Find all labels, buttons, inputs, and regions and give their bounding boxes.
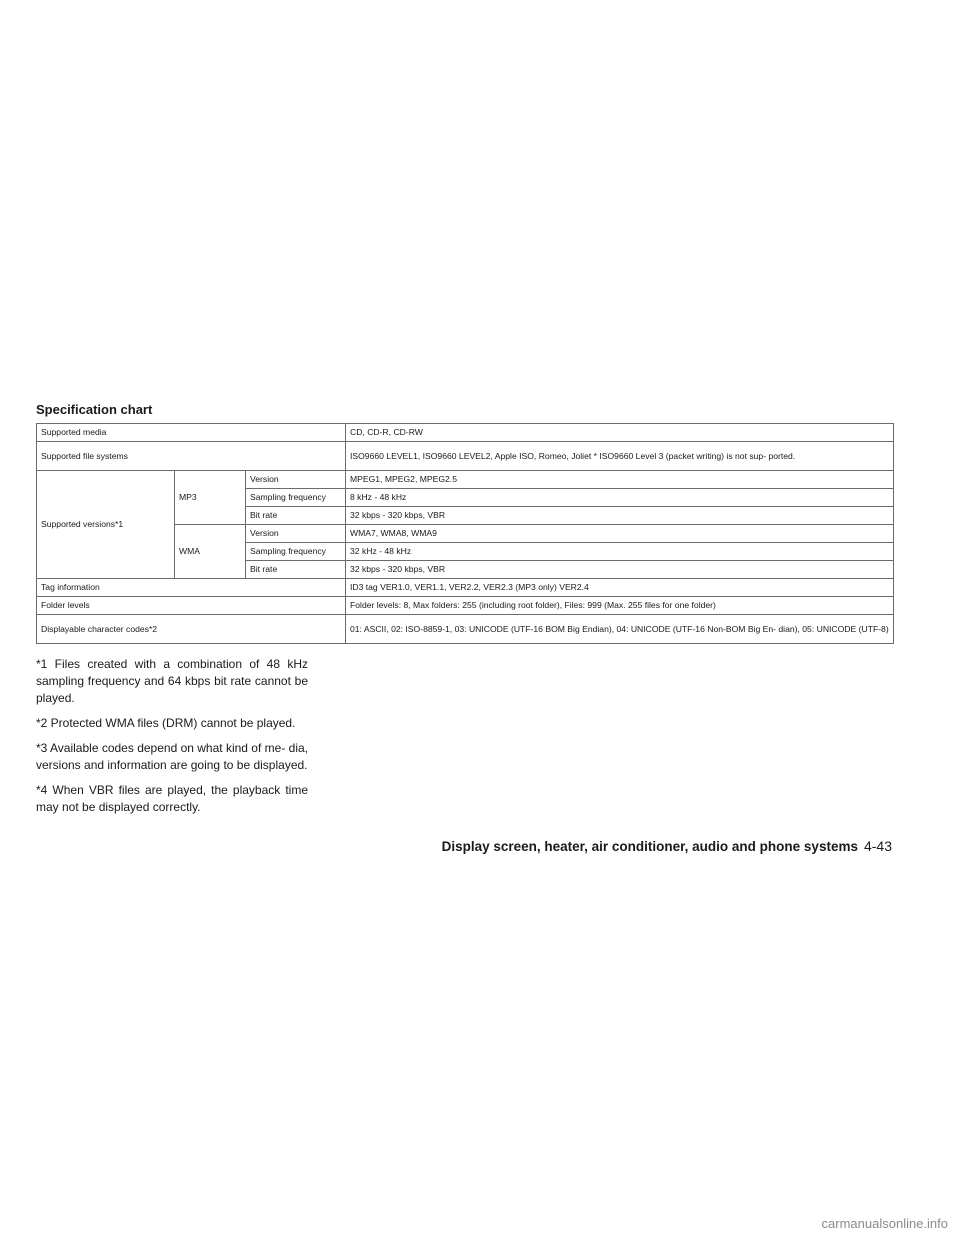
- row-value: 32 kbps - 320 kbps, VBR: [346, 561, 894, 579]
- page-number: 4-43: [863, 838, 892, 854]
- row-value: Folder levels: 8, Max folders: 255 (including root folder), Files: 999 (Max. 255 files for one folder): [346, 597, 894, 615]
- param-label: Sampling frequency: [246, 543, 346, 561]
- row-value: MPEG1, MPEG2, MPEG2.5: [346, 471, 894, 489]
- footnote: *3 Available codes depend on what kind of me- dia, versions and information are going to be displayed.: [36, 741, 308, 772]
- footnote: *4 When VBR files are played, the playback time may not be displayed correctly.: [36, 783, 308, 814]
- row-value: WMA7, WMA8, WMA9: [346, 525, 894, 543]
- row-label: Tag information: [37, 579, 346, 597]
- table-row: [37, 471, 894, 489]
- row-value: ISO9660 LEVEL1, ISO9660 LEVEL2, Apple ISO, Romeo, Joliet * ISO9660 Level 3 (packet writing) is not sup- ported.: [346, 442, 894, 471]
- table-row: [37, 579, 894, 597]
- row-value: 8 kHz - 48 kHz: [346, 489, 894, 507]
- footnote: *1 Files created with a combination of 48 kHz sampling frequency and 64 kbps bit rate cannot be played.: [36, 657, 308, 705]
- table-row: [37, 442, 894, 471]
- watermark: carmanualsonline.info: [821, 1216, 948, 1231]
- footnote: *2 Protected WMA files (DRM) cannot be played.: [36, 716, 296, 730]
- table-row: [37, 424, 894, 442]
- section-title: Specification chart: [36, 402, 153, 417]
- param-label: Sampling frequency: [246, 489, 346, 507]
- param-label: Version: [246, 525, 346, 543]
- row-value: 32 kbps - 320 kbps, VBR: [346, 507, 894, 525]
- table-row: [37, 597, 894, 615]
- row-label: Supported file systems: [37, 442, 346, 471]
- row-label: Folder levels: [37, 597, 346, 615]
- row-value: ID3 tag VER1.0, VER1.1, VER2.2, VER2.3 (MP3 only) VER2.4: [346, 579, 894, 597]
- footnotes: [36, 656, 308, 824]
- param-label: Bit rate: [246, 507, 346, 525]
- row-value: CD, CD-R, CD-RW: [346, 424, 894, 442]
- row-label: Supported versions*1: [37, 471, 175, 579]
- row-value: 01: ASCII, 02: ISO-8859-1, 03: UNICODE (UTF-16 BOM Big Endian), 04: UNICODE (UTF-16 Non-BOM Big En- dian), 05: UNICODE (UTF-8): [346, 615, 894, 644]
- chapter-title: Display screen, heater, air conditioner, audio and phone systems: [441, 839, 858, 854]
- table-row: [37, 615, 894, 644]
- row-label: Supported media: [37, 424, 346, 442]
- row-value: 32 kHz - 48 kHz: [346, 543, 894, 561]
- param-label: Bit rate: [246, 561, 346, 579]
- page-footer: [442, 838, 892, 854]
- param-label: Version: [246, 471, 346, 489]
- format-label: MP3: [175, 471, 246, 525]
- row-label: Displayable character codes*2: [37, 615, 346, 644]
- format-label: WMA: [175, 525, 246, 579]
- specification-table: [36, 423, 894, 644]
